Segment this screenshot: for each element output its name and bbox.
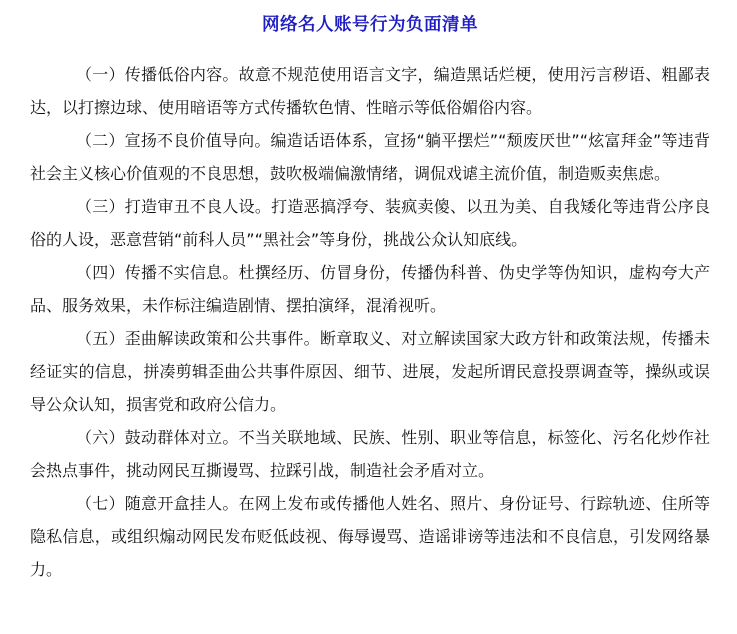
paragraph-item-1: （一）传播低俗内容。故意不规范使用语言文字，编造黑话烂梗，使用污言秽语、粗鄙表达，以打擦边球、使用暗语等方式传播软色情、性暗示等低俗媚俗内容。: [30, 65, 710, 117]
paragraph-item-2: （二）宣扬不良价值导向。编造话语体系，宣扬“躺平摆烂”“颓废厌世”“炫富拜金”等违背社会主义核心价值观的不良思想，鼓吹极端偏激情绪，调侃戏谑主流价值，制造贩卖焦虑。: [30, 131, 710, 183]
paragraph-item-7: （七）随意开盒挂人。在网上发布或传播他人姓名、照片、身份证号、行踪轨迹、住所等隐私信息，或组织煽动网民发布贬低歧视、侮辱谩骂、造谣诽谤等违法和不良信息，引发网络暴力。: [30, 494, 710, 579]
paragraph-item-5: （五）歪曲解读政策和公共事件。断章取义、对立解读国家大政方针和政策法规，传播未经证实的信息，拼凑剪辑歪曲公共事件原因、细节、进展，发起所谓民意投票调查等，操纵或误导公众认知，损害党和政府公信力。: [30, 329, 710, 414]
paragraph-item-4: （四）传播不实信息。杜撰经历、仿冒身份，传播伪科普、伪史学等伪知识，虚构夸大产品、服务效果，未作标注编造剧情、摆拍演绎，混淆视听。: [30, 263, 710, 315]
paragraph-item-6: （六）鼓动群体对立。不当关联地域、民族、性别、职业等信息，标签化、污名化炒作社会热点事件，挑动网民互撕谩骂、拉踩引战，制造社会矛盾对立。: [30, 428, 710, 480]
document-title: 网络名人账号行为负面清单: [262, 15, 478, 35]
paragraph-item-3: （三）打造审丑不良人设。打造恶搞浮夸、装疯卖傻、以丑为美、自我矮化等违背公序良俗的人设，恶意营销“前科人员”“黑社会”等身份，挑战公众认知底线。: [30, 197, 710, 249]
document-body: [30, 58, 710, 586]
